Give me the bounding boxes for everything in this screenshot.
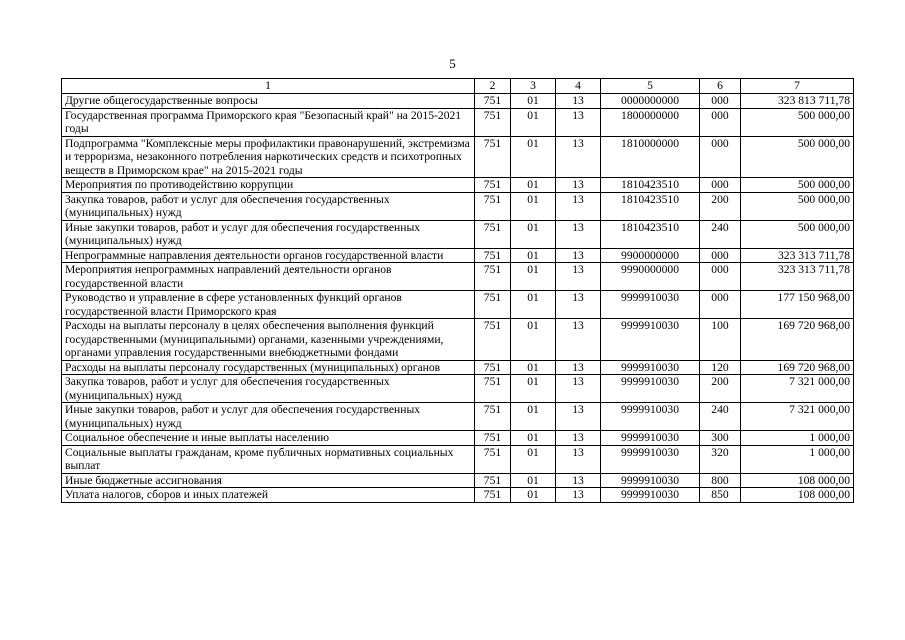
row-amount-cell: 108 000,00	[741, 488, 854, 503]
row-name-cell: Другие общегосударственные вопросы	[62, 94, 475, 109]
header-cell: 3	[511, 79, 556, 94]
row-code-cell: 751	[475, 375, 511, 403]
row-code-cell: 751	[475, 473, 511, 488]
row-expense-type-cell: 850	[700, 488, 741, 503]
table-row	[62, 108, 854, 136]
row-amount-cell: 7 321 000,00	[741, 375, 854, 403]
row-name-cell: Иные закупки товаров, работ и услуг для обеспечения государственных (муниципальных) нужд	[62, 403, 475, 431]
page-number: 5	[449, 56, 456, 71]
row-code-cell: 751	[475, 431, 511, 446]
row-code-cell: 751	[475, 178, 511, 193]
table-row	[62, 94, 854, 109]
row-section-cell: 01	[511, 136, 556, 178]
row-target-cell: 1800000000	[601, 108, 700, 136]
row-name-cell: Социальное обеспечение и иные выплаты населению	[62, 431, 475, 446]
row-target-cell: 1810000000	[601, 136, 700, 178]
row-subsection-cell: 13	[556, 220, 601, 248]
row-expense-type-cell: 200	[700, 192, 741, 220]
row-subsection-cell: 13	[556, 291, 601, 319]
header-cell: 6	[700, 79, 741, 94]
row-subsection-cell: 13	[556, 94, 601, 109]
row-code-cell: 751	[475, 291, 511, 319]
row-target-cell: 1810423510	[601, 178, 700, 193]
header-cell: 4	[556, 79, 601, 94]
row-expense-type-cell: 000	[700, 136, 741, 178]
row-name-cell: Закупка товаров, работ и услуг для обеспечения государственных (муниципальных) нужд	[62, 192, 475, 220]
row-target-cell: 9999910030	[601, 403, 700, 431]
row-subsection-cell: 13	[556, 108, 601, 136]
row-code-cell: 751	[475, 136, 511, 178]
row-subsection-cell: 13	[556, 360, 601, 375]
row-expense-type-cell: 000	[700, 263, 741, 291]
row-subsection-cell: 13	[556, 488, 601, 503]
row-section-cell: 01	[511, 488, 556, 503]
row-expense-type-cell: 100	[700, 319, 741, 361]
row-section-cell: 01	[511, 403, 556, 431]
row-section-cell: 01	[511, 291, 556, 319]
row-code-cell: 751	[475, 360, 511, 375]
row-target-cell: 9999910030	[601, 445, 700, 473]
header-cell: 5	[601, 79, 700, 94]
row-target-cell: 9999910030	[601, 473, 700, 488]
row-target-cell: 1810423510	[601, 220, 700, 248]
table-row	[62, 445, 854, 473]
row-code-cell: 751	[475, 263, 511, 291]
table-row	[62, 192, 854, 220]
row-name-cell: Непрограммные направления деятельности органов государственной власти	[62, 248, 475, 263]
row-name-cell: Закупка товаров, работ и услуг для обеспечения государственных (муниципальных) нужд	[62, 375, 475, 403]
row-amount-cell: 500 000,00	[741, 220, 854, 248]
row-target-cell: 9900000000	[601, 248, 700, 263]
table-row	[62, 431, 854, 446]
row-target-cell: 9999910030	[601, 488, 700, 503]
row-name-cell: Социальные выплаты гражданам, кроме публичных нормативных социальных выплат	[62, 445, 475, 473]
row-section-cell: 01	[511, 108, 556, 136]
row-amount-cell: 323 313 711,78	[741, 248, 854, 263]
row-target-cell: 9990000000	[601, 263, 700, 291]
row-name-cell: Иные бюджетные ассигнования	[62, 473, 475, 488]
row-subsection-cell: 13	[556, 319, 601, 361]
row-amount-cell: 1 000,00	[741, 431, 854, 446]
row-amount-cell: 169 720 968,00	[741, 360, 854, 375]
row-expense-type-cell: 000	[700, 94, 741, 109]
row-amount-cell: 108 000,00	[741, 473, 854, 488]
row-name-cell: Подпрограмма "Комплексные меры профилактики правонарушений, экстремизма и терроризма, незаконного потребления наркотических средств и психотропных веществ в Приморском крае" на 2015-2021 годы	[62, 136, 475, 178]
row-target-cell: 0000000000	[601, 94, 700, 109]
header-cell: 2	[475, 79, 511, 94]
table-row	[62, 473, 854, 488]
row-expense-type-cell: 120	[700, 360, 741, 375]
row-subsection-cell: 13	[556, 473, 601, 488]
row-expense-type-cell: 300	[700, 431, 741, 446]
row-amount-cell: 323 313 711,78	[741, 263, 854, 291]
table-row	[62, 488, 854, 503]
table-row	[62, 375, 854, 403]
table-row	[62, 178, 854, 193]
row-amount-cell: 323 813 711,78	[741, 94, 854, 109]
row-section-cell: 01	[511, 319, 556, 361]
row-name-cell: Расходы на выплаты персоналу государственных (муниципальных) органов	[62, 360, 475, 375]
row-section-cell: 01	[511, 220, 556, 248]
table-row	[62, 319, 854, 361]
row-expense-type-cell: 000	[700, 108, 741, 136]
row-target-cell: 9999910030	[601, 319, 700, 361]
row-amount-cell: 500 000,00	[741, 178, 854, 193]
header-cell: 7	[741, 79, 854, 94]
row-amount-cell: 177 150 968,00	[741, 291, 854, 319]
row-section-cell: 01	[511, 248, 556, 263]
table-row	[62, 403, 854, 431]
row-amount-cell: 500 000,00	[741, 136, 854, 178]
row-code-cell: 751	[475, 445, 511, 473]
row-code-cell: 751	[475, 108, 511, 136]
row-target-cell: 9999910030	[601, 431, 700, 446]
row-name-cell: Расходы на выплаты персоналу в целях обеспечения выполнения функций государственными (муниципальными) органами, казенными учреждениями, органами управления государственными внебюджетными фондами	[62, 319, 475, 361]
budget-table	[61, 78, 854, 503]
row-name-cell: Руководство и управление в сфере установленных функций органов государственной власти Приморского края	[62, 291, 475, 319]
row-expense-type-cell: 000	[700, 178, 741, 193]
row-section-cell: 01	[511, 431, 556, 446]
table-row	[62, 360, 854, 375]
row-expense-type-cell: 200	[700, 375, 741, 403]
row-amount-cell: 500 000,00	[741, 192, 854, 220]
row-target-cell: 9999910030	[601, 291, 700, 319]
table-row	[62, 136, 854, 178]
row-expense-type-cell: 000	[700, 291, 741, 319]
row-name-cell: Государственная программа Приморского края "Безопасный край" на 2015-2021 годы	[62, 108, 475, 136]
row-name-cell: Уплата налогов, сборов и иных платежей	[62, 488, 475, 503]
row-subsection-cell: 13	[556, 263, 601, 291]
row-expense-type-cell: 240	[700, 403, 741, 431]
row-name-cell: Мероприятия по противодействию коррупции	[62, 178, 475, 193]
row-code-cell: 751	[475, 248, 511, 263]
row-section-cell: 01	[511, 192, 556, 220]
row-section-cell: 01	[511, 94, 556, 109]
row-subsection-cell: 13	[556, 403, 601, 431]
table-row	[62, 248, 854, 263]
row-name-cell: Мероприятия непрограммных направлений деятельности органов государственной власти	[62, 263, 475, 291]
row-code-cell: 751	[475, 192, 511, 220]
row-code-cell: 751	[475, 488, 511, 503]
table-row	[62, 220, 854, 248]
row-section-cell: 01	[511, 360, 556, 375]
table-row	[62, 291, 854, 319]
row-section-cell: 01	[511, 473, 556, 488]
row-section-cell: 01	[511, 263, 556, 291]
row-code-cell: 751	[475, 319, 511, 361]
table-row	[62, 263, 854, 291]
row-expense-type-cell: 000	[700, 248, 741, 263]
row-subsection-cell: 13	[556, 192, 601, 220]
row-amount-cell: 1 000,00	[741, 445, 854, 473]
header-row	[62, 79, 854, 94]
row-target-cell: 9999910030	[601, 360, 700, 375]
row-subsection-cell: 13	[556, 248, 601, 263]
row-target-cell: 9999910030	[601, 375, 700, 403]
header-cell: 1	[62, 79, 475, 94]
row-amount-cell: 500 000,00	[741, 108, 854, 136]
row-subsection-cell: 13	[556, 431, 601, 446]
row-section-cell: 01	[511, 445, 556, 473]
row-section-cell: 01	[511, 178, 556, 193]
row-target-cell: 1810423510	[601, 192, 700, 220]
row-expense-type-cell: 320	[700, 445, 741, 473]
row-amount-cell: 7 321 000,00	[741, 403, 854, 431]
row-code-cell: 751	[475, 403, 511, 431]
row-section-cell: 01	[511, 375, 556, 403]
row-code-cell: 751	[475, 94, 511, 109]
row-name-cell: Иные закупки товаров, работ и услуг для обеспечения государственных (муниципальных) нужд	[62, 220, 475, 248]
row-subsection-cell: 13	[556, 375, 601, 403]
row-subsection-cell: 13	[556, 178, 601, 193]
row-expense-type-cell: 240	[700, 220, 741, 248]
row-subsection-cell: 13	[556, 136, 601, 178]
row-code-cell: 751	[475, 220, 511, 248]
row-amount-cell: 169 720 968,00	[741, 319, 854, 361]
row-subsection-cell: 13	[556, 445, 601, 473]
row-expense-type-cell: 800	[700, 473, 741, 488]
